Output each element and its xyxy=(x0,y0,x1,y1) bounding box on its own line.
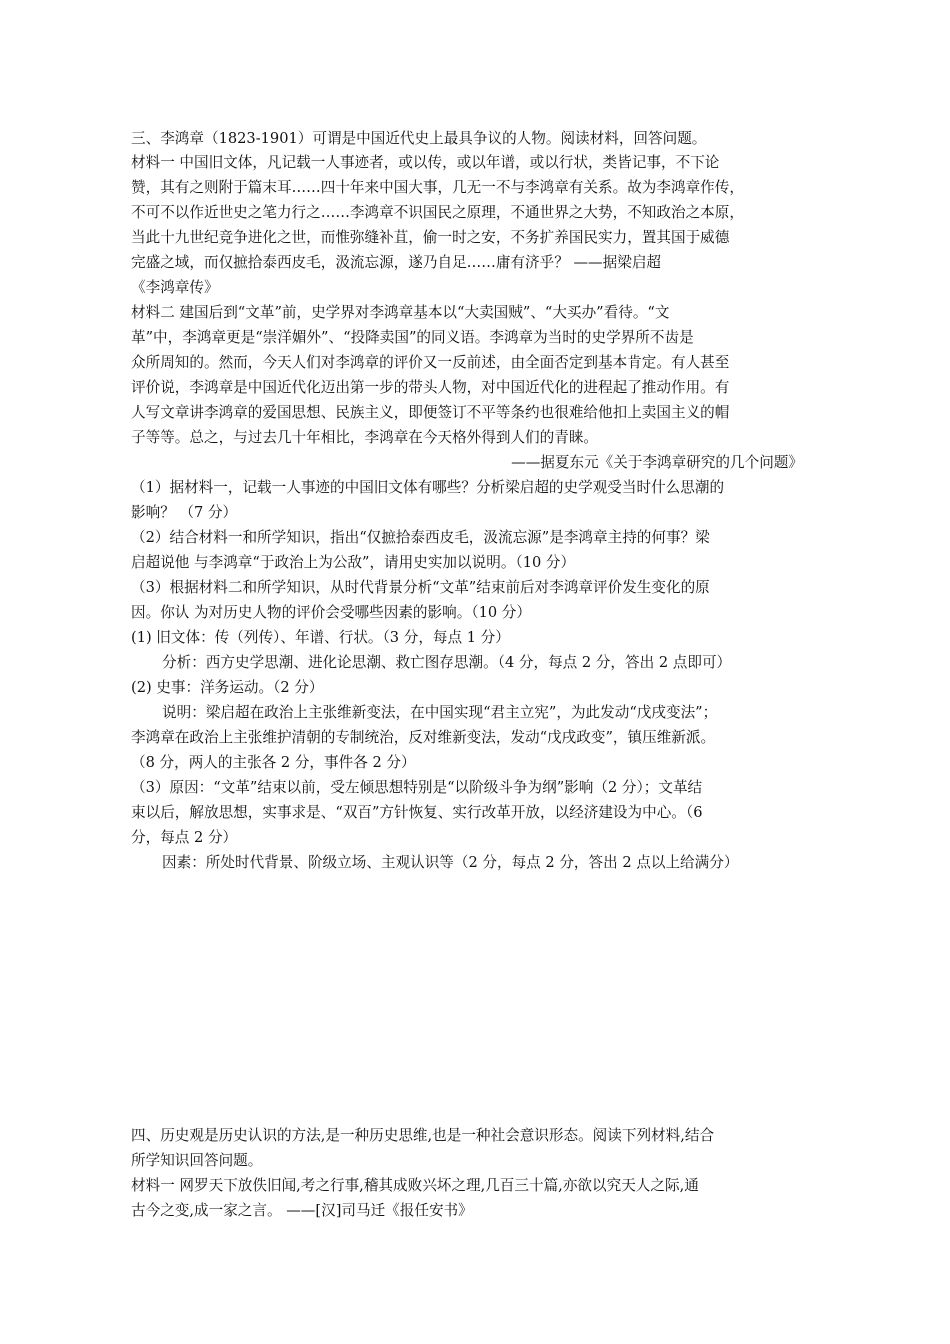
q3-answer-2-explain: 李鸿章在政治上主张维护清朝的专制统治，反对维新变法，发动“戊戌政变”，镇压维新派。 xyxy=(131,729,716,746)
q4-title: 所学知识回答问题。 xyxy=(131,1152,263,1169)
q3-answer-1-analysis: 分析：西方史学思潮、进化论思潮、救亡图存思潮。（4 分，每点 2 分，答出 2 点即可） xyxy=(162,654,732,671)
q3-material1-line: 《李鸿章传》 xyxy=(131,279,219,296)
q3-answer-2-explain: （8 分，两人的主张各 2 分，事件各 2 分） xyxy=(131,754,416,771)
q3-answer-3: 分，每点 2 分） xyxy=(131,829,238,846)
q3-material2-line: 子等等。总之，与过去几十年相比，李鸿章在今天格外得到人们的青睐。 xyxy=(131,429,599,446)
q3-material1-line: 赞，其有之则附于篇末耳……四十年来中国大事，几无一不与李鸿章有关系。故为李鸿章作传， xyxy=(131,179,744,196)
q3-material1-line: 当此十九世纪竞争进化之世，而惟弥缝补苴，偷一时之安，不务扩养国民实力，置其国于威德 xyxy=(131,229,730,246)
q4-title: 四、历史观是历史认识的方法,是一种历史思维,也是一种社会意识形态。阅读下列材料,结合 xyxy=(131,1127,715,1144)
q3-question-line: （1）据材料一，记载一人事迹的中国旧文体有哪些？分析梁启超的史学观受当时什么思潮的 xyxy=(131,479,725,496)
q3-answer-2-explain: 说明：梁启超在政治上主张维新变法，在中国实现“君主立宪”，为此发动“戊戌变法”； xyxy=(162,704,718,721)
q3-answer-1: (1) 旧文体：传（列传）、年谱、行状。（3 分，每点 1 分） xyxy=(131,629,510,646)
q3-answer-3-factors: 因素：所处时代背景、阶级立场、主观认识等（2 分，每点 2 分，答出 2 点以上给满分） xyxy=(162,854,739,871)
q3-answer-3: 束以后，解放思想，实事求是、“双百”方针恢复、实行改革开放，以经济建设为中心。（6 xyxy=(131,804,703,821)
q4-material1-line: 材料一 网罗天下放佚旧闻,考之行事,稽其成败兴坏之理,几百三十篇,亦欲以究天人之际,通 xyxy=(131,1177,699,1194)
q3-material2-line: 评价说，李鸿章是中国近代化迈出第一步的带头人物，对中国近代化的进程起了推动作用。有 xyxy=(131,379,730,396)
q3-material2-line: 人写文章讲李鸿章的爱国思想、民族主义，即便签订不平等条约也很难给他扣上卖国主义的帽 xyxy=(131,404,730,421)
q3-answer-2: (2) 史事：洋务运动。（2 分） xyxy=(131,679,324,696)
q3-question-line: 启超说他 与李鸿章“于政治上为公敌”，请用史实加以说明。（10 分） xyxy=(131,554,576,571)
q3-material1-line: 材料一 中国旧文体，凡记载一人事迹者，或以传，或以年谱，或以行状，类皆记事，不下论 xyxy=(131,154,720,171)
q3-material2-source: ——据夏东元《关于李鸿章研究的几个问题》 xyxy=(511,454,803,471)
q3-title: 三、李鸿章（1823-1901）可谓是中国近代史上最具争议的人物。阅读材料，回答问题。 xyxy=(131,130,707,147)
q3-material2-line: 材料二 建国后到“文革”前，史学界对李鸿章基本以“大卖国贼”、“大买办”看待。“文 xyxy=(131,304,670,321)
q3-material1-line: 完盛之域，而仅摭拾泰西皮毛，汲流忘源，遂乃自足……庸有济乎？ ——据梁启超 xyxy=(131,254,662,271)
q3-question-line: 影响？ （7 分） xyxy=(131,504,238,521)
q4-material1-line: 古今之变,成一家之言。 ——[汉]司马迁《报任安书》 xyxy=(131,1202,473,1219)
q3-answer-3: （3）原因：“文革”结束以前，受左倾思想特别是“以阶级斗争为纲”影响（2 分）；文革结 xyxy=(131,779,703,796)
q3-question-line: （2）结合材料一和所学知识，指出“仅摭拾泰西皮毛，汲流忘源”是李鸿章主持的何事？梁 xyxy=(131,529,710,546)
q3-material2-line: 众所周知的。然而，今天人们对李鸿章的评价又一反前述，由全面否定到基本肯定。有人甚至 xyxy=(131,354,730,371)
q3-question-line: （3）根据材料二和所学知识，从时代背景分析“文革”结束前后对李鸿章评价发生变化的原 xyxy=(131,579,710,596)
q3-material1-line: 不可不以作近世史之笔力行之……李鸿章不识国民之原理，不通世界之大势，不知政治之本原， xyxy=(131,204,744,221)
q3-material2-line: 革”中，李鸿章更是“崇洋媚外”、“投降卖国”的同义语。李鸿章为当时的史学界所不齿是 xyxy=(131,329,694,346)
q3-question-line: 因。你认 为对历史人物的评价会受哪些因素的影响。（10 分） xyxy=(131,604,531,621)
